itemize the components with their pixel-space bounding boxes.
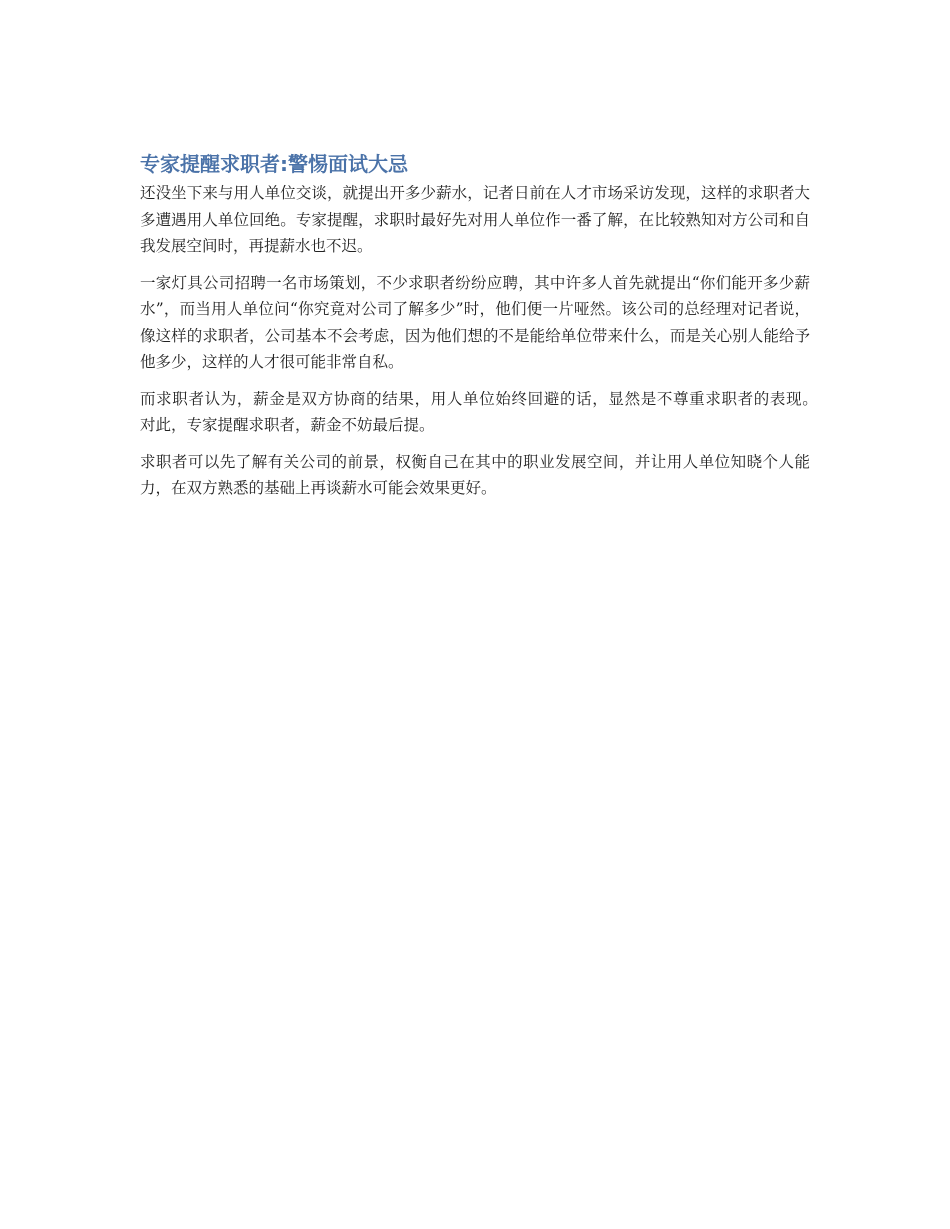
paragraph-2: 一家灯具公司招聘一名市场策划，不少求职者纷纷应聘，其中许多人首先就提出“你们能开多少薪水”，而当用人单位问“你究竟对公司了解多少”时，他们便一片哑然。该公司的总经理对记者说，像这样的求职者，公司基本不会考虑，因为他们想的不是能给单位带来什么，而是关心别人能给予他多少，这样的人才很可能非常自私。 [140, 273, 810, 371]
paragraph-1: 还没坐下来与用人单位交谈，就提出开多少薪水，记者日前在人才市场采访发现，这样的求职者大多遭遇用人单位回绝。专家提醒，求职时最好先对用人单位作一番了解，在比较熟知对方公司和自我发展空间时，再提薪水也不迟。 [140, 184, 810, 255]
paragraph-4: 求职者可以先了解有关公司的前景，权衡自己在其中的职业发展空间，并让用人单位知晓个人能力，在双方熟悉的基础上再谈薪水可能会效果更好。 [140, 452, 810, 497]
document-page [140, 150, 842, 512]
document-title: 专家提醒求职者:警惕面试大忌 [140, 152, 408, 176]
paragraph-3: 而求职者认为，薪金是双方协商的结果，用人单位始终回避的话，显然是不尊重求职者的表现。 对此，专家提醒求职者，薪金不妨最后提。 [140, 389, 842, 434]
